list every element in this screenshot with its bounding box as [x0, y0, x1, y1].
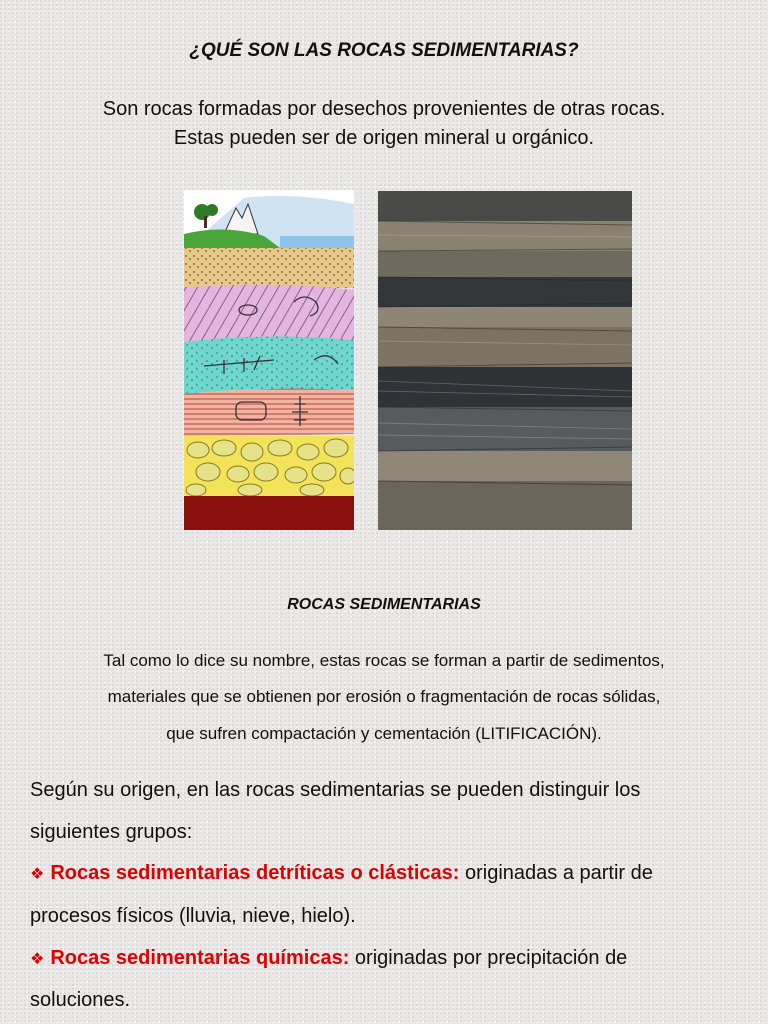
list-item-continuation: procesos físicos (lluvia, nieve, hielo).: [30, 905, 356, 927]
diamond-bullet-icon: ❖: [30, 866, 45, 883]
intro-line-1: Son rocas formadas por desechos provenientes de otras rocas.: [102, 98, 666, 120]
list-item-text: originadas a partir de: [459, 862, 653, 884]
section-heading: ROCAS SEDIMENTARIAS: [287, 596, 481, 613]
page-title: ¿QUÉ SON LAS ROCAS SEDIMENTARIAS?: [189, 40, 579, 61]
list-item-text: originadas por precipitación de: [349, 947, 628, 969]
strata-illustration: [184, 190, 354, 530]
list-item-detriticas: [30, 862, 653, 885]
groups-intro-line-1: Según su origen, en las rocas sedimentarias se pueden distinguir los: [30, 779, 641, 801]
groups-intro-line-2: siguientes grupos:: [30, 821, 193, 843]
rock-strata-photo: [378, 191, 632, 530]
list-item-continuation: soluciones.: [30, 989, 131, 1011]
paragraph-line-3: que sufren compactación y cementación (LITIFICACIÓN).: [166, 724, 602, 743]
list-item-quimicas: [30, 947, 627, 970]
list-item-label: Rocas sedimentarias detríticas o clásticas:: [50, 862, 460, 884]
list-item-label: Rocas sedimentarias químicas:: [50, 947, 350, 969]
paragraph-line-2: materiales que se obtienen por erosión o fragmentación de rocas sólidas,: [107, 687, 661, 706]
diamond-bullet-icon: ❖: [30, 951, 45, 968]
paragraph-line-1: Tal como lo dice su nombre, estas rocas se forman a partir de sedimentos,: [103, 651, 665, 670]
intro-line-2: Estas pueden ser de origen mineral u orgánico.: [173, 127, 595, 149]
